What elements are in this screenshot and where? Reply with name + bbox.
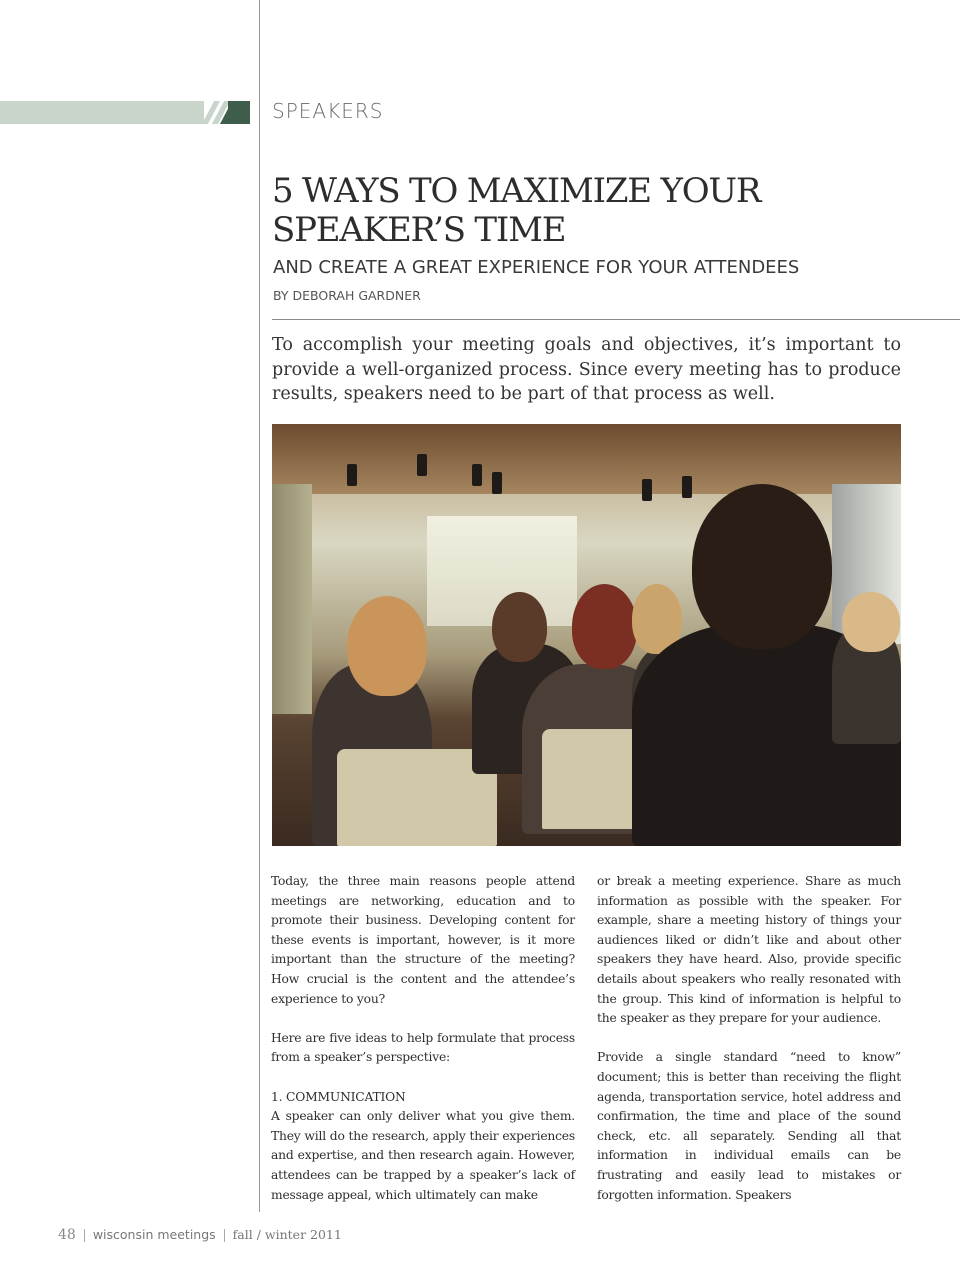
photo-attendee-head (492, 592, 547, 662)
page-number: 48 (58, 1227, 76, 1243)
body-paragraph: Provide a single standard “need to know” document; this is better than receiving the flight agenda, transportation service, hotel address and confirmation, the time and place of the sound check, etc. all separately. Sending all that information in individual emails can be frustrating and easily lead to mistakes or forgotten information. Speakers (597, 1050, 901, 1202)
article-column-left (271, 872, 575, 1205)
photo-stage-light (472, 464, 482, 486)
footer-divider (84, 1229, 85, 1242)
photo-attendee-head (347, 596, 427, 696)
publication-name: wisconsin meetings (92, 1227, 216, 1242)
section-label: SPEAKERS (272, 99, 384, 123)
article-subtitle: AND CREATE A GREAT EXPERIENCE FOR YOUR ATTENDEES (273, 257, 800, 278)
photo-stage-light (682, 476, 692, 498)
photo-ceiling (272, 424, 901, 494)
photo-stage-light (417, 454, 427, 476)
section-heading-communication: 1. COMMUNICATION (271, 1089, 406, 1104)
page-footer (58, 1227, 342, 1243)
section-band-bar (0, 101, 204, 124)
body-paragraph: Here are five ideas to help formulate that process from a speaker’s perspective: (271, 1030, 575, 1065)
header-rule (272, 319, 960, 320)
article-title: 5 WAYS TO MAXIMIZE YOUR SPEAKER’S TIME (272, 171, 761, 250)
photo-attendee-head (842, 592, 900, 652)
section-band-accent (228, 101, 250, 124)
section-band (0, 101, 250, 124)
photo-left-wall (272, 484, 312, 714)
body-paragraph: Today, the three main reasons people attend meetings are networking, education and to promote their business. Developing content for these events is important, however, is it more important than the structure of the meeting? How crucial is the content and the attendee’s experience to you? (271, 874, 575, 1006)
body-paragraph: or break a meeting experience. Share as much information as possible with the speaker. For example, share a meeting history of things your audiences liked or didn’t like and about other speakers they have heard. Also, provide specific details about speakers who really resonated with the group. This kind of information is helpful to the speaker as they prepare for your audience. (597, 874, 901, 1026)
conference-audience-photo (272, 424, 901, 846)
body-paragraph: A speaker can only deliver what you give them. They will do the research, apply their experiences and expertise, and then research again. However, attendees can be trapped by a speaker’s lack of message appeal, which ultimately can make (271, 1109, 575, 1202)
article-column-right (597, 872, 901, 1205)
issue-date: fall / winter 2011 (232, 1227, 342, 1242)
photo-stage-light (642, 479, 652, 501)
photo-stage-light (492, 472, 502, 494)
article-byline: BY DEBORAH GARDNER (273, 288, 421, 303)
photo-attendee-foreground-head (692, 484, 832, 649)
article-intro: To accomplish your meeting goals and objectives, it’s important to provide a well-organized process. Since every meeting has to produce results, speakers need to be part of that process as well. (272, 335, 901, 404)
footer-divider (224, 1229, 225, 1242)
column-divider-line (259, 0, 260, 1212)
photo-stage-light (347, 464, 357, 486)
photo-attendee-head (572, 584, 637, 669)
